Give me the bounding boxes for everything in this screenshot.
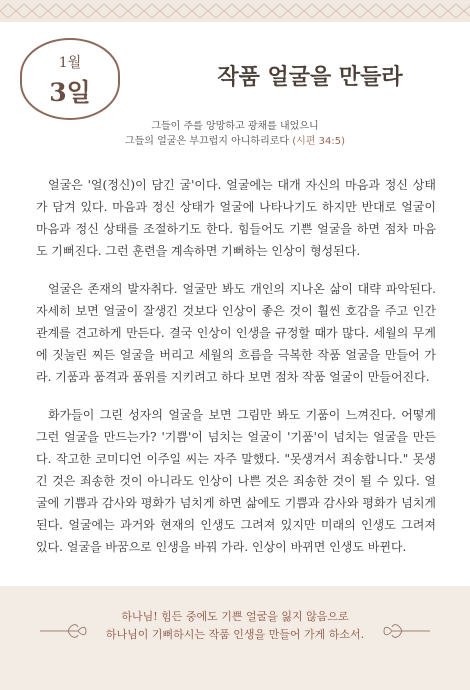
date-month: 1월	[58, 55, 82, 71]
verse-reference: (시편 34:5)	[292, 136, 346, 147]
date-day: 3일	[49, 78, 91, 107]
verse-line-2-text: 그들의 얼굴은 부끄럽지 아니하리로다	[124, 136, 290, 147]
paragraph-2: 얼굴은 존재의 발자취다. 얼굴만 봐도 개인의 지나온 삶이 대략 파악된다. 자세히 보면 얼굴이 잘생긴 것보다 인상이 좋은 것이 훨씬 호감을 주고 인간관계를 견고하게 만든다. 결국 인상이 인생을 규정할 때가 많다. 세월의 무게에 짓눌린 찌든 얼굴을 버리고 세월의 흐름을 극복한 작품 얼굴을 만들어 가라. 기품과 품격과 품위를 지키려고 하다 보면 점차 작품 얼굴이 만들어진다.	[36, 282, 436, 384]
date-badge	[20, 38, 120, 120]
scripture-verse	[0, 119, 470, 149]
ornament-pattern-icon	[0, 0, 470, 22]
verse-line-2	[0, 134, 470, 149]
prayer-text	[0, 608, 470, 644]
top-decorative-border	[0, 0, 470, 22]
paragraph-3: 화가들이 그린 성자의 얼굴을 보면 그림만 봐도 기품이 느껴진다. 어떻게 그런 얼굴을 만드는가? '기쁨'이 넘치는 얼굴이 '기품'이 넘치는 얼굴을 만든다. 작고한 코미디언 이주일 씨는 자주 말했다. "못생겨서 죄송합니다." 못생긴 것은 죄송한 것이 아니라도 인상이 나쁜 것은 죄송한 것이 될 수 있다. 얼굴에 기쁨과 감사와 평화가 넘치게 하면 삶에도 기쁨과 감사와 평화가 넘치게 된다. 얼굴에는 과거와 현재의 인생도 그려져 있지만 미래의 인생도 그려져 있다. 얼굴을 바꿈으로 인생을 바꿔 가라. 인상이 바뀌면 인생도 바뀐다.	[36, 408, 436, 554]
devotional-body	[36, 174, 436, 574]
verse-line-1: 그들이 주를 앙망하고 광채를 내었으니	[151, 121, 319, 132]
paragraph-1: 얼굴은 '얼(정신)이 담긴 굴'이다. 얼굴에는 대개 자신의 마음과 정신 상태가 담겨 있다. 마음과 정신 상태가 얼굴에 나타나기도 하지만 반대로 얼굴이 마음과 정신 상태를 조절하기도 한다. 힘들어도 기쁜 얼굴을 하면 점차 마음도 기뻐진다. 그런 훈련을 계속하면 기뻐하는 인상이 형성된다.	[36, 178, 436, 258]
page-title: 작품 얼굴을 만들라	[217, 64, 403, 90]
prayer-line-2: 하나님이 기뻐하시는 작품 인생을 만들어 가게 하소서.	[105, 628, 365, 641]
prayer-line-1: 하나님! 힘든 중에도 기쁜 얼굴을 잃지 않음으로	[121, 610, 349, 623]
